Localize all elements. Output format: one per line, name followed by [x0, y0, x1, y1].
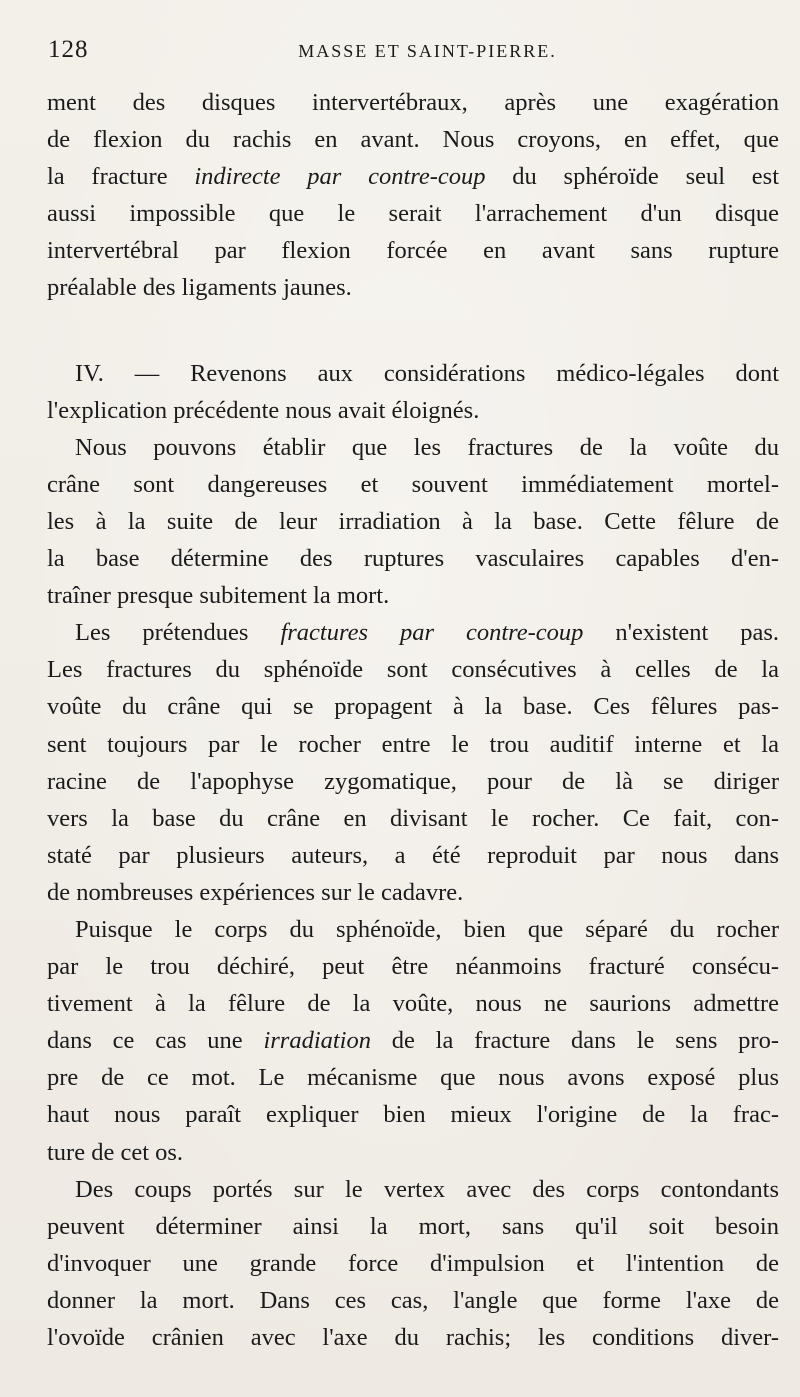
text-line: la fracture indirecte par contre-coup du sphéroïde seul est — [47, 163, 779, 191]
page-number: 128 — [48, 36, 89, 63]
text-line: racine de l'apophyse zygomatique, pour de là se diriger — [47, 767, 779, 795]
italic-word: irradiation — [263, 1027, 371, 1055]
text-line: Les fractures du sphénoïde sont consécutives à celles de la — [47, 656, 779, 684]
text-line: ture de cet os. — [47, 1138, 184, 1166]
text-line: l'ovoïde crânien avec l'axe du rachis; les conditions diver- — [47, 1324, 779, 1351]
text-line: de nombreuses expériences sur le cadavre. — [47, 878, 464, 906]
text-line: Puisque le corps du sphénoïde, bien que séparé du rocher — [75, 915, 779, 943]
text-line: tivement à la fêlure de la voûte, nous ne saurions admettre — [47, 990, 779, 1018]
text-line: pre de ce mot. Le mécanisme que nous avons exposé plus — [47, 1064, 779, 1092]
text-line: dans ce cas une irradiation de la fracture dans le sens pro- — [47, 1027, 779, 1055]
text-line: de flexion du rachis en avant. Nous croyons, en effet, que — [47, 126, 779, 154]
text-line: intervertébral par flexion forcée en avant sans rupture — [47, 237, 779, 265]
section-gap — [47, 307, 779, 355]
text-line: donner la mort. Dans ces cas, l'angle que forme l'axe de — [47, 1286, 779, 1314]
page-header — [0, 36, 800, 66]
text-line: les à la suite de leur irradiation à la base. Cette fêlure de — [47, 507, 779, 535]
text-line: la base détermine des ruptures vasculaires capables d'en- — [47, 545, 779, 573]
text-line: staté par plusieurs auteurs, a été reproduit par nous dans — [47, 841, 779, 869]
text-line: ment des disques intervertébraux, après une exagération — [47, 89, 779, 116]
text-line: aussi impossible que le serait l'arrachement d'un disque — [47, 200, 779, 228]
running-head: MASSE ET SAINT-PIERRE. — [298, 41, 557, 61]
text-line: crâne sont dangereuses et souvent immédiatement mortel- — [47, 470, 779, 498]
text-line: sent toujours par le rocher entre le trou auditif interne et la — [47, 730, 779, 758]
text-line: haut nous paraît expliquer bien mieux l'origine de la frac- — [47, 1101, 779, 1129]
text-line: par le trou déchiré, peut être néanmoins fracturé consécu- — [47, 953, 779, 981]
body-text — [47, 84, 779, 1356]
section-heading-line: IV. — Revenons aux considérations médico-légales dont — [75, 359, 779, 387]
text-line: Nous pouvons établir que les fractures de la voûte du — [75, 433, 779, 461]
text-line: vers la base du crâne en divisant le rocher. Ce fait, con- — [47, 804, 779, 832]
text-line: préalable des ligaments jaunes. — [47, 274, 352, 302]
text-line: Les prétendues fractures par contre-coup n'existent pas. — [75, 619, 780, 647]
text-line: d'invoquer une grande force d'impulsion et l'intention de — [47, 1249, 779, 1277]
text-line: voûte du crâne qui se propagent à la base. Ces fêlures pas- — [47, 693, 779, 721]
italic-phrase: indirecte par contre-coup — [194, 163, 486, 191]
text-line: traîner presque subitement la mort. — [47, 582, 390, 610]
text-line: peuvent déterminer ainsi la mort, sans qu'il soit besoin — [47, 1212, 779, 1240]
italic-phrase: fractures par contre-coup — [280, 619, 584, 647]
text-line: l'explication précédente nous avait éloignés. — [47, 396, 480, 424]
text-line: Des coups portés sur le vertex avec des corps contondants — [75, 1175, 779, 1203]
